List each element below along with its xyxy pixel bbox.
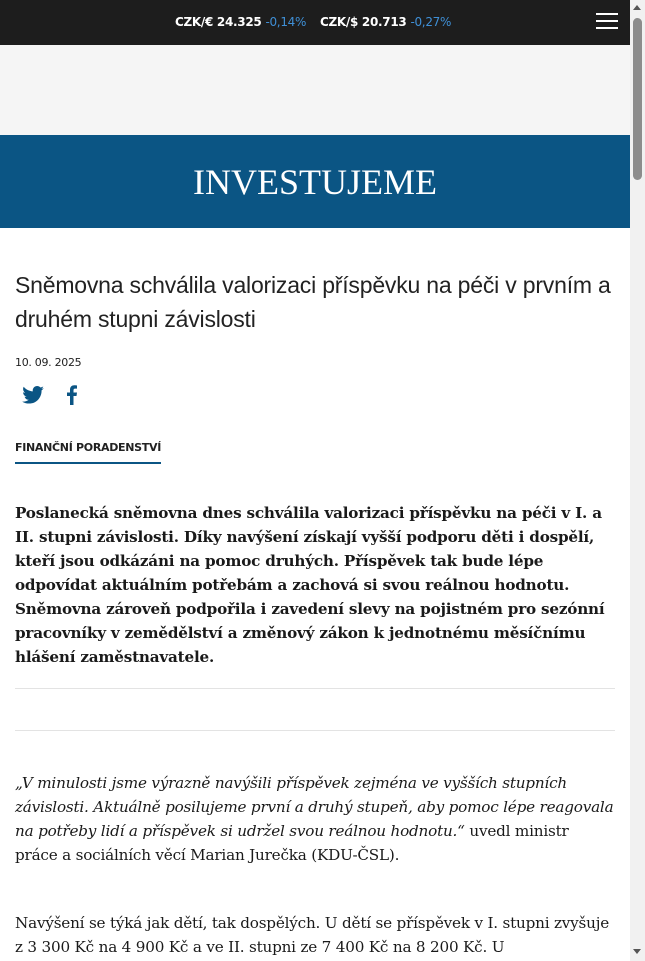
divider	[15, 730, 615, 731]
top-bar	[0, 0, 630, 45]
share-buttons	[15, 383, 615, 411]
article-paragraph: Navýšení se týká jak dětí, tak dospělých. U dětí se příspěvek v I. stupni zvyšuje z 3 300 Kč na 4 900 Kč a ve II. stupni ze 7 400 Kč na 8 200 Kč. U	[15, 914, 610, 956]
site-logo[interactable]: INVESTUJEME	[193, 162, 437, 202]
article-header	[15, 268, 615, 464]
minister-quote: „V minulosti jsme výrazně navýšili příspěvek zejména ve vyšších stupních závislosti. Aktuálně posilujeme první a druhý stupeň, aby pomoc lépe reagovala na potřeby lidí a příspěvek si udržel svou reálnou hodnotu.“	[15, 774, 614, 840]
scroll-down-arrow-icon[interactable]	[633, 949, 641, 954]
ticker-usd-pair: CZK/$ 20.713	[320, 15, 407, 29]
article-lead: Poslanecká sněmovna dnes schválila valorizaci příspěvku na péči v I. a II. stupni závislosti. Díky navýšení získají vyšší podporu děti i dospělí, kteří jsou odkázáni na pomoc druhých. Příspěvek tak bude lépe odpovídat aktuálním potřebám a zachová si svou reálnou hodnotu. Sněmovna zároveň podpořila i zavedení slevy na pojistném pro sezónní pracovníky v zemědělství a změnový zákon k jednotnému měsíčnímu hlášení zaměstnavatele.	[15, 504, 605, 666]
ticker-eur-pair: CZK/€ 24.325	[175, 15, 262, 29]
twitter-share-button[interactable]	[22, 386, 44, 409]
ticker-eur	[175, 15, 306, 29]
facebook-share-button[interactable]	[66, 385, 78, 410]
divider	[15, 688, 615, 689]
twitter-icon	[22, 386, 44, 404]
ad-space	[0, 45, 630, 135]
hamburger-menu-icon[interactable]	[596, 13, 618, 31]
scrollbar-thumb[interactable]	[633, 18, 642, 180]
facebook-icon	[66, 385, 78, 405]
article-quote-paragraph	[15, 771, 615, 867]
category-tag[interactable]: FINANČNÍ PORADENSTVÍ	[15, 441, 161, 464]
ticker-usd	[320, 15, 451, 29]
article-date: 10. 09. 2025	[15, 356, 82, 369]
ticker-usd-change: -0,27%	[410, 15, 452, 29]
ticker-eur-change: -0,14%	[265, 15, 307, 29]
article-title: Sněmovna schválila valorizaci příspěvku na péči v prvním a druhém stupni závislosti	[15, 272, 611, 332]
scroll-up-arrow-icon[interactable]	[633, 5, 641, 10]
quote-attribution: uvedl ministr práce a sociálních věcí Marian Jurečka (KDU-ČSL).	[15, 822, 569, 864]
